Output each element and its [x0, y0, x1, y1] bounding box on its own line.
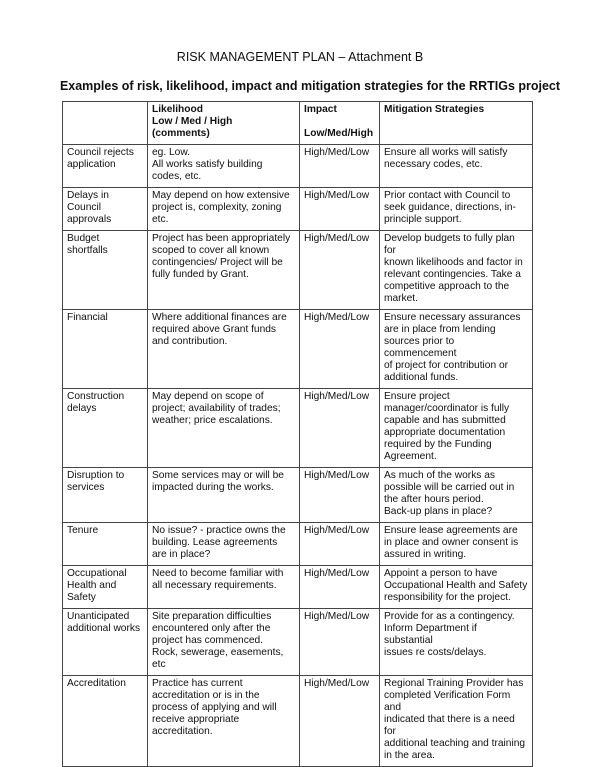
likelihood-cell: eg. Low. All works satisfy building codes, etc. [148, 145, 300, 188]
mitigation-cell: Appoint a person to have Occupational Health and Safety responsibility for the project. [380, 566, 533, 609]
document-subtitle: Examples of risk, likelihood, impact and mitigation strategies for the RRTIGs project [59, 79, 561, 93]
table-row [63, 609, 533, 676]
mitigation-cell: Provide for as a contingency. Inform Department if substantial issues re costs/delays. [380, 609, 533, 676]
risk-cell: Occupational Health and Safety [63, 566, 148, 609]
table-row [63, 468, 533, 523]
likelihood-cell: Need to become familiar with all necessary requirements. [148, 566, 300, 609]
impact-cell: High/Med/Low [300, 188, 380, 231]
risk-cell: Delays in Council approvals [63, 188, 148, 231]
impact-cell: High/Med/Low [300, 310, 380, 389]
header-impact: Impact Low/Med/High [300, 102, 380, 145]
likelihood-cell: May depend on scope of project; availability of trades; weather; price escalations. [148, 389, 300, 468]
mitigation-cell: Develop budgets to fully plan for known likelihoods and factor in relevant contingencies. Take a competitive approach to the market. [380, 231, 533, 310]
risk-cell: Budget shortfalls [63, 231, 148, 310]
likelihood-cell: No issue? - practice owns the building. Lease agreements are in place? [148, 523, 300, 566]
likelihood-cell: May depend on how extensive project is, complexity, zoning etc. [148, 188, 300, 231]
header-mitigation: Mitigation Strategies [380, 102, 533, 145]
table-row [63, 389, 533, 468]
header-risk [63, 102, 148, 145]
risk-table [62, 101, 533, 767]
mitigation-cell: Ensure project manager/coordinator is fully capable and has submitted appropriate documentation required by the Funding Agreement. [380, 389, 533, 468]
mitigation-cell: Ensure necessary assurances are in place from lending sources prior to commencement of project for contribution or additional funds. [380, 310, 533, 389]
likelihood-cell: Some services may or will be impacted during the works. [148, 468, 300, 523]
table-row [63, 566, 533, 609]
risk-cell: Accreditation [63, 676, 148, 767]
table-header-row [63, 102, 533, 145]
risk-cell: Tenure [63, 523, 148, 566]
risk-cell: Unanticipated additional works [63, 609, 148, 676]
risk-cell: Disruption to services [63, 468, 148, 523]
risk-cell: Financial [63, 310, 148, 389]
table-row [63, 676, 533, 767]
impact-cell: High/Med/Low [300, 389, 380, 468]
impact-cell: High/Med/Low [300, 566, 380, 609]
impact-cell: High/Med/Low [300, 676, 380, 767]
risk-cell: Construction delays [63, 389, 148, 468]
header-likelihood: Likelihood Low / Med / High (comments) [148, 102, 300, 145]
likelihood-cell: Practice has current accreditation or is in the process of applying and will receive appropriate accreditation. [148, 676, 300, 767]
table-row [63, 145, 533, 188]
likelihood-cell: Where additional finances are required above Grant funds and contribution. [148, 310, 300, 389]
impact-cell: High/Med/Low [300, 231, 380, 310]
mitigation-cell: As much of the works as possible will be carried out in the after hours period. Back-up plans in place? [380, 468, 533, 523]
document-title: RISK MANAGEMENT PLAN – Attachment B [176, 50, 424, 64]
table-row [63, 231, 533, 310]
impact-cell: High/Med/Low [300, 609, 380, 676]
likelihood-cell: Project has been appropriately scoped to cover all known contingencies/ Project will be fully funded by Grant. [148, 231, 300, 310]
mitigation-cell: Ensure lease agreements are in place and owner consent is assured in writing. [380, 523, 533, 566]
table-row [63, 523, 533, 566]
table-row [63, 188, 533, 231]
risk-cell: Council rejects application [63, 145, 148, 188]
mitigation-cell: Prior contact with Council to seek guidance, directions, in- principle support. [380, 188, 533, 231]
impact-cell: High/Med/Low [300, 145, 380, 188]
mitigation-cell: Ensure all works will satisfy necessary codes, etc. [380, 145, 533, 188]
impact-cell: High/Med/Low [300, 523, 380, 566]
likelihood-cell: Site preparation difficulties encountered only after the project has commenced. Rock, sewerage, easements, etc [148, 609, 300, 676]
table-row [63, 310, 533, 389]
impact-cell: High/Med/Low [300, 468, 380, 523]
mitigation-cell: Regional Training Provider has completed Verification Form and indicated that there is a need for additional teaching and training in the area. [380, 676, 533, 767]
